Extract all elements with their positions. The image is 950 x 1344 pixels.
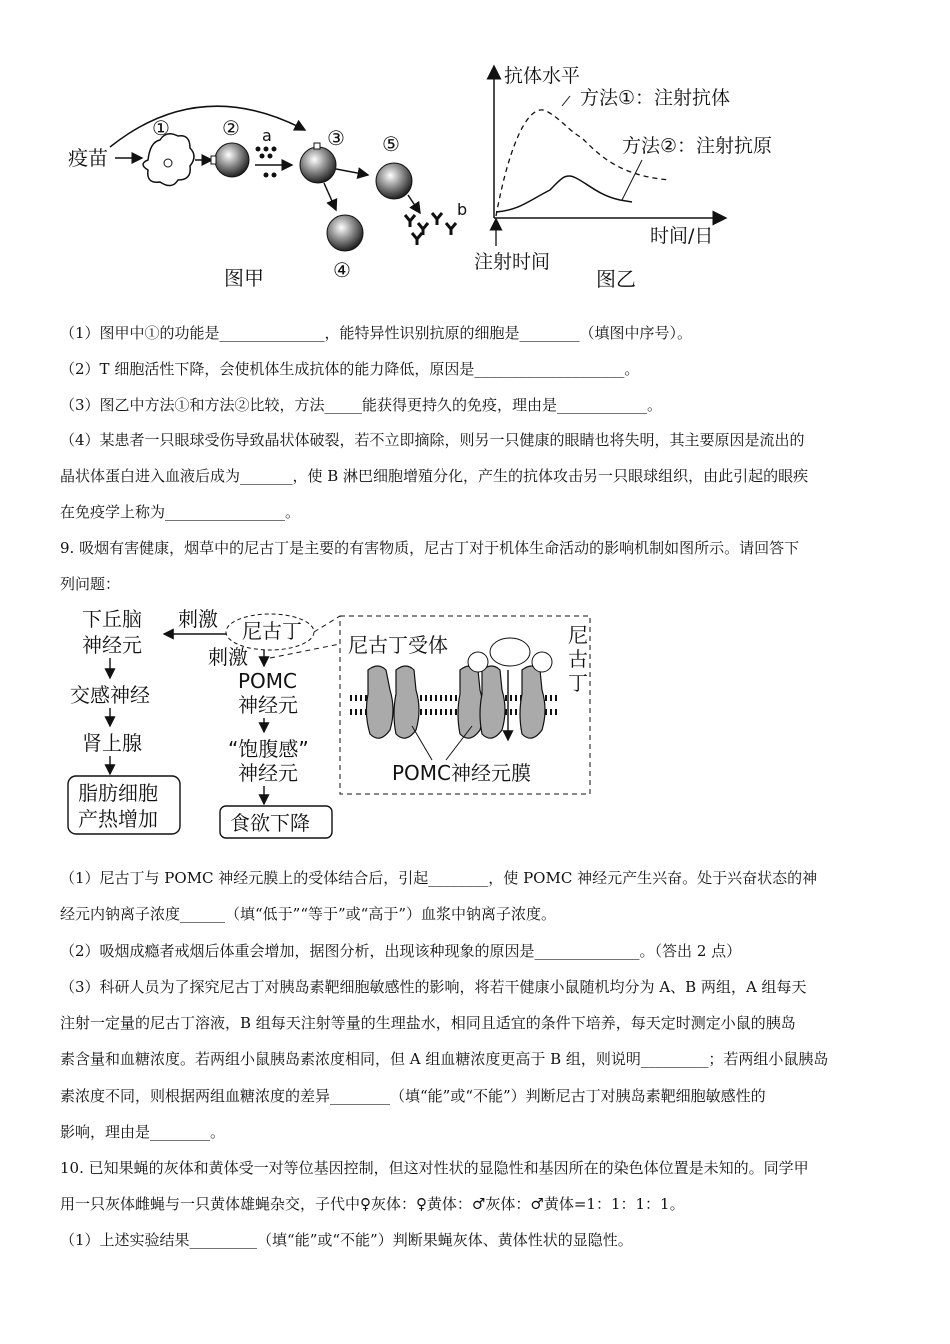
hypothalamus-label: 下丘脑 xyxy=(82,607,142,631)
label-c3: ③ xyxy=(327,126,345,150)
q9-part3-line1: （3）科研人员为了探究尼古丁对胰岛素靶细胞敏感性的影响，将若干健康小鼠随机均分为 A、B 两组，A 组每天 xyxy=(60,978,807,996)
cell-4 xyxy=(327,215,363,251)
antibody-shapes xyxy=(405,213,456,245)
q8-part4-line1: （4）某患者一只眼球受伤导致晶状体破裂，若不立即摘除，则另一只健康的眼睛也将失明，其主要原因是流出的 xyxy=(60,431,805,449)
figure-yi xyxy=(470,60,810,300)
appetite-label: 食欲下降 xyxy=(230,811,310,835)
fat-cell-label: 脂肪细胞 xyxy=(78,781,158,805)
hypothalamus-neuron-label: 神经元 xyxy=(82,633,142,657)
method1-label: 方法①：注射抗体 xyxy=(580,87,731,109)
label-c5: ⑤ xyxy=(382,132,400,156)
vaccine-label: 疫苗 xyxy=(68,146,108,170)
receptor-proteins xyxy=(366,666,545,738)
pomc-label: POMC xyxy=(238,669,298,693)
q8-part1: （1）图甲中①的功能是______________，能特异性识别抗原的细胞是________（填图中序号）。 xyxy=(60,324,693,342)
nicotine-label: 尼古丁 xyxy=(242,619,302,643)
q9-part1-line1: （1）尼古丁与 POMC 神经元膜上的受体结合后，引起________，使 POMC 神经元产生兴奋。处于兴奋状态的神 xyxy=(60,869,818,887)
label-c2: ② xyxy=(222,116,240,140)
method1-curve xyxy=(496,110,670,216)
q10-part1: （1）上述实验结果_________（填“能”或“不能”）判断果蝇灰体、黄体性状的显隐性。 xyxy=(60,1231,633,1249)
fig-jia-caption: 图甲 xyxy=(224,266,264,290)
q9-part3-line2: 注射一定量的尼古丁溶液，B 组每天注射等量的生理盐水，相同且适宜的条件下培养，每天定时测定小鼠的胰岛 xyxy=(60,1014,796,1032)
q9-part3-line4: 素浓度不同，则根据两组血糖浓度的差异________（填“能”或“不能”）判断尼古丁对胰岛素靶细胞敏感性的 xyxy=(60,1087,766,1105)
stimulate-top-label: 刺激 xyxy=(178,607,218,631)
y-axis-label: 抗体水平 xyxy=(504,65,581,87)
q10-stem-line1: 10. 已知果蝇的灰体和黄体受一对等位基因控制，但这对性状的显隐性和基因所在的染色体位置是未知的。同学甲 xyxy=(60,1159,809,1177)
heat-increase-label: 产热增加 xyxy=(78,807,158,831)
q9-part3-line5: 影响，理由是________。 xyxy=(60,1123,226,1141)
method2-label: 方法②：注射抗原 xyxy=(622,135,773,157)
cell-1 xyxy=(143,134,194,186)
q8-part4-line3: 在免疫学上称为________________。 xyxy=(60,503,301,521)
cell-2 xyxy=(215,143,249,177)
q8-part4-line2: 晶状体蛋白进入血液后成为_______，使 B 淋巴细胞增殖分化，产生的抗体攻击另一只眼球组织，由此引起的眼疾 xyxy=(60,467,809,485)
nicotine-vertical-3: 丁 xyxy=(568,671,588,695)
q9-stem-line2: 列问题： xyxy=(60,575,121,593)
q8-part2: （2）T 细胞活性下降，会使机体生成抗体的能力降低，原因是____________________。 xyxy=(60,360,640,378)
nicotine-vertical-1: 尼 xyxy=(568,623,588,647)
fig-yi-caption: 图乙 xyxy=(596,267,636,291)
label-b: b xyxy=(457,200,468,219)
membrane-label: POMC神经元膜 xyxy=(392,761,532,785)
antigen-dots xyxy=(256,147,277,178)
adrenal-label: 肾上腺 xyxy=(82,731,142,755)
label-c1: ① xyxy=(152,116,170,140)
q9-part1-line2: 经元内钠离子浓度______（填“低于”“等于”或“高于”）血浆中钠离子浓度。 xyxy=(60,905,557,923)
label-a: a xyxy=(262,126,272,145)
cell-5 xyxy=(376,163,412,199)
pomc-neuron-label: 神经元 xyxy=(238,693,298,717)
figure-jia xyxy=(60,105,480,300)
receptor-label: 尼古丁受体 xyxy=(348,633,448,657)
method2-curve xyxy=(496,176,632,212)
q9-part2: （2）吸烟成瘾者戒烟后体重会增加，据图分析，出现该种现象的原因是______________。（答出 2 点） xyxy=(60,942,742,960)
cell-3 xyxy=(300,147,336,183)
label-c4: ④ xyxy=(333,258,351,282)
stimulate-left-label: 刺激 xyxy=(208,645,248,669)
figure-nicotine xyxy=(60,600,600,845)
q9-part3-line3: 素含量和血糖浓度。若两组小鼠胰岛素浓度相同，但 A 组血糖浓度更高于 B 组，则说明_________；若两组小鼠胰岛 xyxy=(60,1050,829,1068)
inject-label: 注射时间 xyxy=(474,251,551,273)
satiety-label: “饱腹感” xyxy=(228,737,309,761)
q8-part3: （3）图乙中方法①和方法②比较，方法_____能获得更持久的免疫，理由是____________。 xyxy=(60,396,663,414)
nicotine-vertical-2: 古 xyxy=(568,647,588,671)
satiety-neuron-label: 神经元 xyxy=(238,761,298,785)
sympathetic-label: 交感神经 xyxy=(70,683,150,707)
curved-arrow xyxy=(110,106,305,147)
q9-stem-line1: 9. 吸烟有害健康，烟草中的尼古丁是主要的有害物质，尼古丁对于机体生命活动的影响机制如图所示。请回答下 xyxy=(60,539,800,557)
x-axis-label: 时间/日 xyxy=(650,225,714,247)
q10-stem-line2: 用一只灰体雌蝇与一只黄体雄蝇杂交，子代中♀灰体：♀黄体：♂灰体：♂黄体=1：1：1：1。 xyxy=(60,1195,685,1213)
